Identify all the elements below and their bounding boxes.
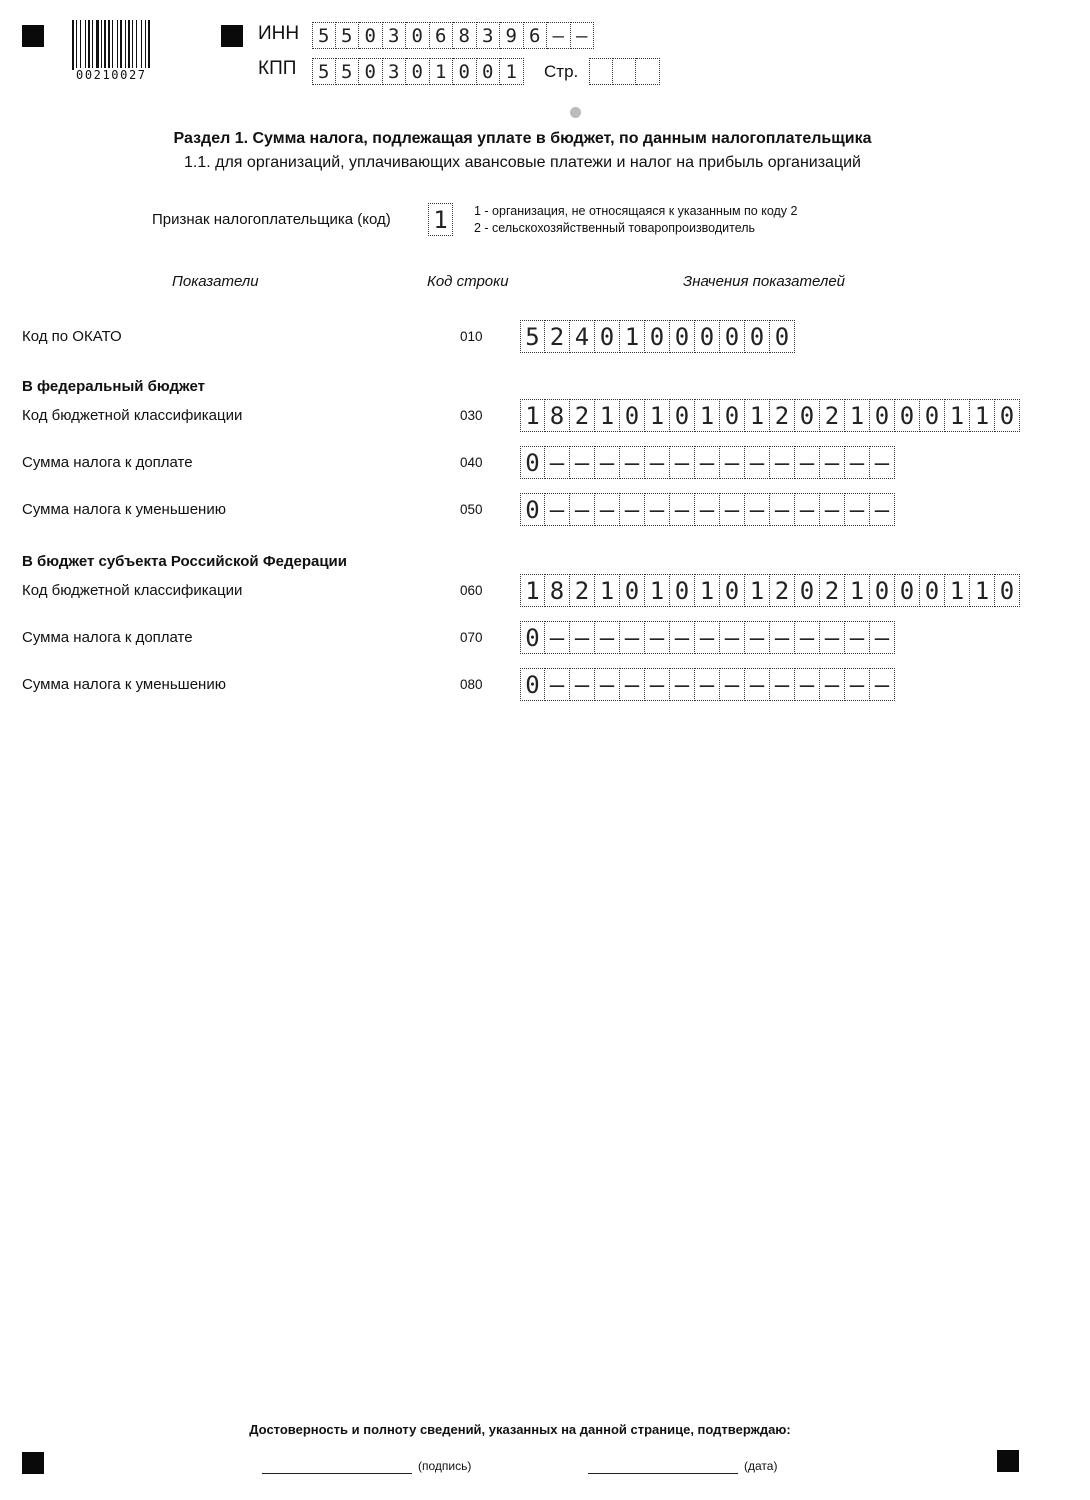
char-cell: –	[820, 668, 845, 701]
fed-reduce-cells[interactable]	[520, 493, 895, 526]
char-cell: 8	[545, 574, 570, 607]
char-cell: 0	[359, 58, 383, 85]
char-cell: 0	[406, 22, 430, 49]
char-cell: –	[570, 446, 595, 479]
char-cell: –	[770, 621, 795, 654]
char-cell: –	[670, 493, 695, 526]
char-cell: 1	[430, 58, 454, 85]
char-cell: 1	[695, 399, 720, 432]
char-cell: 0	[520, 621, 545, 654]
char-cell: 0	[695, 320, 720, 353]
char-cell: 0	[406, 58, 430, 85]
char-cell: 0	[520, 493, 545, 526]
char-cell: 1	[595, 574, 620, 607]
char-cell: –	[620, 493, 645, 526]
char-cell: 1	[970, 574, 995, 607]
barcode-number: 00210027	[74, 68, 196, 82]
char-cell: 1	[645, 574, 670, 607]
char-cell: 8	[453, 22, 477, 49]
char-cell: 0	[520, 668, 545, 701]
char-cell: –	[870, 493, 895, 526]
reg-kbk-label: Код бюджетной классификации	[22, 582, 243, 599]
char-cell: 5	[312, 22, 336, 49]
char-cell: –	[595, 668, 620, 701]
char-cell: –	[620, 446, 645, 479]
char-cell: –	[745, 493, 770, 526]
char-cell: 0	[620, 399, 645, 432]
char-cell: –	[745, 668, 770, 701]
fed-pay-code: 040	[460, 455, 483, 470]
char-cell: 1	[520, 574, 545, 607]
reg-pay-label: Сумма налога к доплате	[22, 629, 193, 646]
char-cell: 0	[670, 320, 695, 353]
reg-reduce-cells[interactable]	[520, 668, 895, 701]
char-cell: 8	[545, 399, 570, 432]
char-cell: –	[795, 621, 820, 654]
char-cell: –	[670, 446, 695, 479]
kpp-label: КПП	[258, 58, 297, 79]
char-cell: –	[695, 668, 720, 701]
char-cell: –	[670, 621, 695, 654]
char-cell: 0	[920, 574, 945, 607]
char-cell: 9	[500, 22, 524, 49]
char-cell: 1	[620, 320, 645, 353]
char-cell: –	[870, 446, 895, 479]
section-title: Раздел 1. Сумма налога, подлежащая уплате в бюджет, по данным налогоплательщика	[173, 130, 872, 147]
char-cell: 1	[645, 399, 670, 432]
fed-kbk-label: Код бюджетной классификации	[22, 407, 243, 424]
char-cell: 0	[359, 22, 383, 49]
char-cell: –	[645, 668, 670, 701]
char-cell: –	[820, 621, 845, 654]
char-cell: –	[545, 446, 570, 479]
char-cell: –	[620, 621, 645, 654]
char-cell: –	[720, 621, 745, 654]
char-cell: –	[845, 668, 870, 701]
column-header-indicators: Показатели	[172, 273, 259, 290]
taxpayer-sign-legend	[474, 203, 797, 237]
char-cell: –	[595, 493, 620, 526]
federal-budget-heading: В федеральный бюджет	[22, 378, 205, 395]
char-cell: –	[795, 493, 820, 526]
signature-caption: (подпись)	[418, 1459, 472, 1473]
registration-marker-top-center	[221, 25, 243, 47]
reg-kbk-cells[interactable]	[520, 574, 1020, 607]
char-cell: –	[720, 668, 745, 701]
char-cell: –	[645, 621, 670, 654]
char-cell: 0	[720, 320, 745, 353]
fed-pay-label: Сумма налога к доплате	[22, 454, 193, 471]
char-cell: –	[845, 493, 870, 526]
char-cell: 2	[570, 399, 595, 432]
date-caption: (дата)	[744, 1459, 778, 1473]
registration-marker-bottom-right	[997, 1450, 1019, 1472]
char-cell: 1	[845, 399, 870, 432]
char-cell: –	[695, 493, 720, 526]
char-cell: 1	[520, 399, 545, 432]
char-cell: 2	[820, 574, 845, 607]
char-cell: –	[695, 621, 720, 654]
char-cell: 4	[570, 320, 595, 353]
legend-line-1: 1 - организация, не относящаяся к указанным по коду 2	[474, 204, 798, 218]
fed-reduce-code: 050	[460, 502, 483, 517]
inn-cells[interactable]	[312, 22, 594, 49]
char-cell: 2	[820, 399, 845, 432]
char-cell: 0	[870, 574, 895, 607]
legend-line-2: 2 - сельскохозяйственный товаропроизводитель	[474, 221, 756, 235]
char-cell: –	[547, 22, 571, 49]
fed-reduce-label: Сумма налога к уменьшению	[22, 501, 226, 518]
char-cell: 0	[895, 399, 920, 432]
char-cell: 0	[770, 320, 795, 353]
char-cell: 1	[428, 203, 453, 236]
char-cell: 0	[795, 399, 820, 432]
okato-code: 010	[460, 329, 483, 344]
char-cell: –	[795, 446, 820, 479]
section-subtitle: 1.1. для организаций, уплачивающих авансовые платежи и налог на прибыль организаций	[184, 154, 861, 171]
char-cell: –	[545, 621, 570, 654]
char-cell: 0	[995, 574, 1020, 607]
char-cell: –	[620, 668, 645, 701]
page-label: Стр.	[544, 62, 579, 81]
char-cell: –	[820, 446, 845, 479]
char-cell: 3	[477, 22, 501, 49]
char-cell: 5	[520, 320, 545, 353]
char-cell: 0	[520, 446, 545, 479]
char-cell: 0	[595, 320, 620, 353]
fed-kbk-code: 030	[460, 408, 483, 423]
char-cell: 6	[430, 22, 454, 49]
kpp-cells[interactable]	[312, 58, 524, 85]
okato-cells[interactable]	[520, 320, 795, 353]
char-cell: 1	[945, 574, 970, 607]
char-cell: 1	[695, 574, 720, 607]
char-cell: –	[595, 446, 620, 479]
char-cell: 6	[524, 22, 548, 49]
char-cell: –	[720, 446, 745, 479]
punch-dot	[570, 107, 581, 118]
char-cell: 0	[670, 399, 695, 432]
confirmation-text: Достоверность и полноту сведений, указанных на данной странице, подтверждаю:	[249, 1422, 791, 1437]
char-cell: 0	[895, 574, 920, 607]
char-cell: 0	[645, 320, 670, 353]
char-cell: 1	[500, 58, 524, 85]
fed-kbk-cells[interactable]	[520, 399, 1020, 432]
char-cell: 5	[312, 58, 336, 85]
reg-reduce-code: 080	[460, 677, 483, 692]
char-cell: –	[571, 22, 595, 49]
signature-line[interactable]	[262, 1473, 412, 1474]
char-cell: –	[545, 668, 570, 701]
char-cell: –	[570, 493, 595, 526]
char-cell: –	[670, 668, 695, 701]
char-cell: –	[645, 446, 670, 479]
char-cell: –	[745, 621, 770, 654]
char-cell: –	[845, 621, 870, 654]
char-cell: 5	[336, 22, 360, 49]
reg-kbk-code: 060	[460, 583, 483, 598]
char-cell: 0	[670, 574, 695, 607]
char-cell: –	[820, 493, 845, 526]
char-cell: –	[845, 446, 870, 479]
char-cell: 2	[770, 574, 795, 607]
char-cell: –	[770, 493, 795, 526]
char-cell: 5	[336, 58, 360, 85]
reg-reduce-label: Сумма налога к уменьшению	[22, 676, 226, 693]
registration-marker-bottom-left	[22, 1452, 44, 1474]
taxpayer-sign-cell[interactable]	[428, 203, 453, 236]
date-line[interactable]	[588, 1473, 738, 1474]
registration-marker-top-left	[22, 25, 44, 47]
barcode-bars	[72, 20, 194, 70]
char-cell: –	[870, 621, 895, 654]
char-cell: –	[770, 668, 795, 701]
column-header-values: Значения показателей	[683, 273, 846, 290]
page-cells[interactable]	[589, 58, 660, 85]
char-cell: –	[595, 621, 620, 654]
char-cell: 0	[620, 574, 645, 607]
char-cell: 0	[795, 574, 820, 607]
fed-pay-cells[interactable]	[520, 446, 895, 479]
char-cell: –	[770, 446, 795, 479]
char-cell: 0	[477, 58, 501, 85]
char-cell: 0	[995, 399, 1020, 432]
char-cell: –	[695, 446, 720, 479]
char-cell: 0	[720, 399, 745, 432]
inn-label: ИНН	[258, 23, 300, 44]
char-cell: –	[545, 493, 570, 526]
regional-budget-heading: В бюджет субъекта Российской Федерации	[22, 553, 347, 570]
char-cell: 1	[945, 399, 970, 432]
okato-label: Код по ОКАТО	[22, 328, 122, 345]
taxpayer-sign-label: Признак налогоплательщика (код)	[152, 211, 391, 228]
char-cell: 0	[920, 399, 945, 432]
barcode	[72, 20, 194, 84]
char-cell: 2	[770, 399, 795, 432]
char-cell: 2	[570, 574, 595, 607]
char-cell: –	[745, 446, 770, 479]
char-cell: 0	[720, 574, 745, 607]
char-cell: 0	[870, 399, 895, 432]
char-cell: –	[570, 668, 595, 701]
char-cell: 1	[745, 399, 770, 432]
char-cell	[636, 58, 660, 85]
char-cell: 0	[453, 58, 477, 85]
char-cell: 0	[745, 320, 770, 353]
char-cell	[589, 58, 613, 85]
char-cell: –	[645, 493, 670, 526]
char-cell: 3	[383, 58, 407, 85]
char-cell: –	[870, 668, 895, 701]
column-header-line-code: Код строки	[427, 273, 509, 290]
char-cell: 1	[745, 574, 770, 607]
char-cell: 2	[545, 320, 570, 353]
char-cell: –	[795, 668, 820, 701]
char-cell: –	[570, 621, 595, 654]
reg-pay-cells[interactable]	[520, 621, 895, 654]
reg-pay-code: 070	[460, 630, 483, 645]
char-cell: 1	[845, 574, 870, 607]
char-cell: 3	[383, 22, 407, 49]
char-cell: 1	[970, 399, 995, 432]
char-cell	[613, 58, 637, 85]
char-cell: 1	[595, 399, 620, 432]
char-cell: –	[720, 493, 745, 526]
